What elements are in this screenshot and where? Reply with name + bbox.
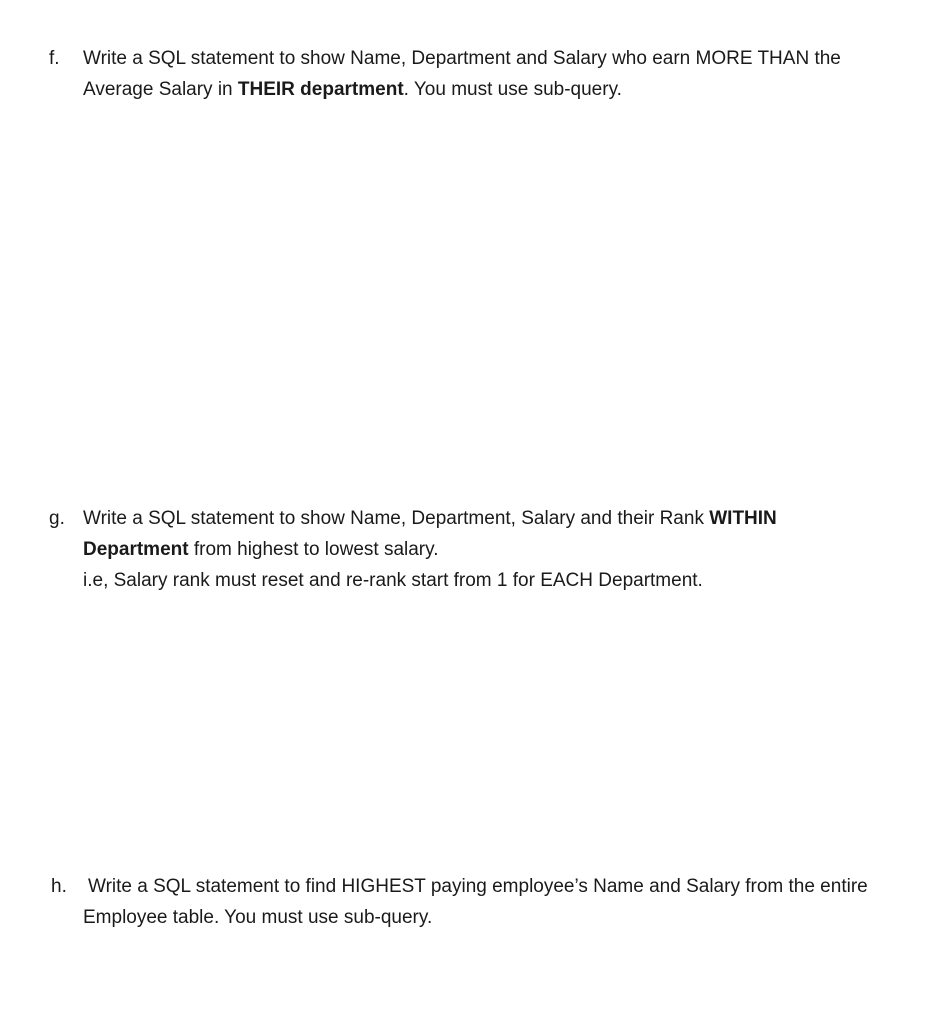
question-text — [83, 43, 909, 105]
question-line — [83, 534, 909, 565]
text-run: . You must use sub-query. — [403, 79, 622, 100]
question-marker: g. — [49, 508, 65, 529]
question-marker: f. — [49, 48, 60, 69]
question-marker: h. — [51, 876, 67, 897]
text-run: Write a SQL statement to show Name, Department, Salary and their Rank — [83, 508, 710, 529]
question-f — [49, 43, 909, 105]
bold-text: WITHIN — [709, 508, 777, 529]
question-line: Write a SQL statement to find HIGHEST paying employee’s Name and Salary from the entire — [88, 876, 868, 897]
text-run: Average Salary in — [83, 79, 238, 100]
question-line — [83, 503, 909, 534]
question-h — [49, 871, 909, 933]
question-line: Employee table. You must use sub-query. — [83, 907, 433, 928]
question-text — [83, 503, 909, 596]
bold-text: THEIR department — [237, 79, 404, 100]
question-g — [49, 503, 909, 596]
bold-text: Department — [83, 539, 189, 560]
question-line: i.e, Salary rank must reset and re-rank start from 1 for EACH Department. — [83, 570, 703, 591]
question-line — [83, 74, 909, 105]
question-text — [83, 871, 909, 933]
question-line: Write a SQL statement to show Name, Department and Salary who earn MORE THAN the — [83, 48, 841, 69]
text-run: from highest to lowest salary. — [188, 539, 439, 560]
